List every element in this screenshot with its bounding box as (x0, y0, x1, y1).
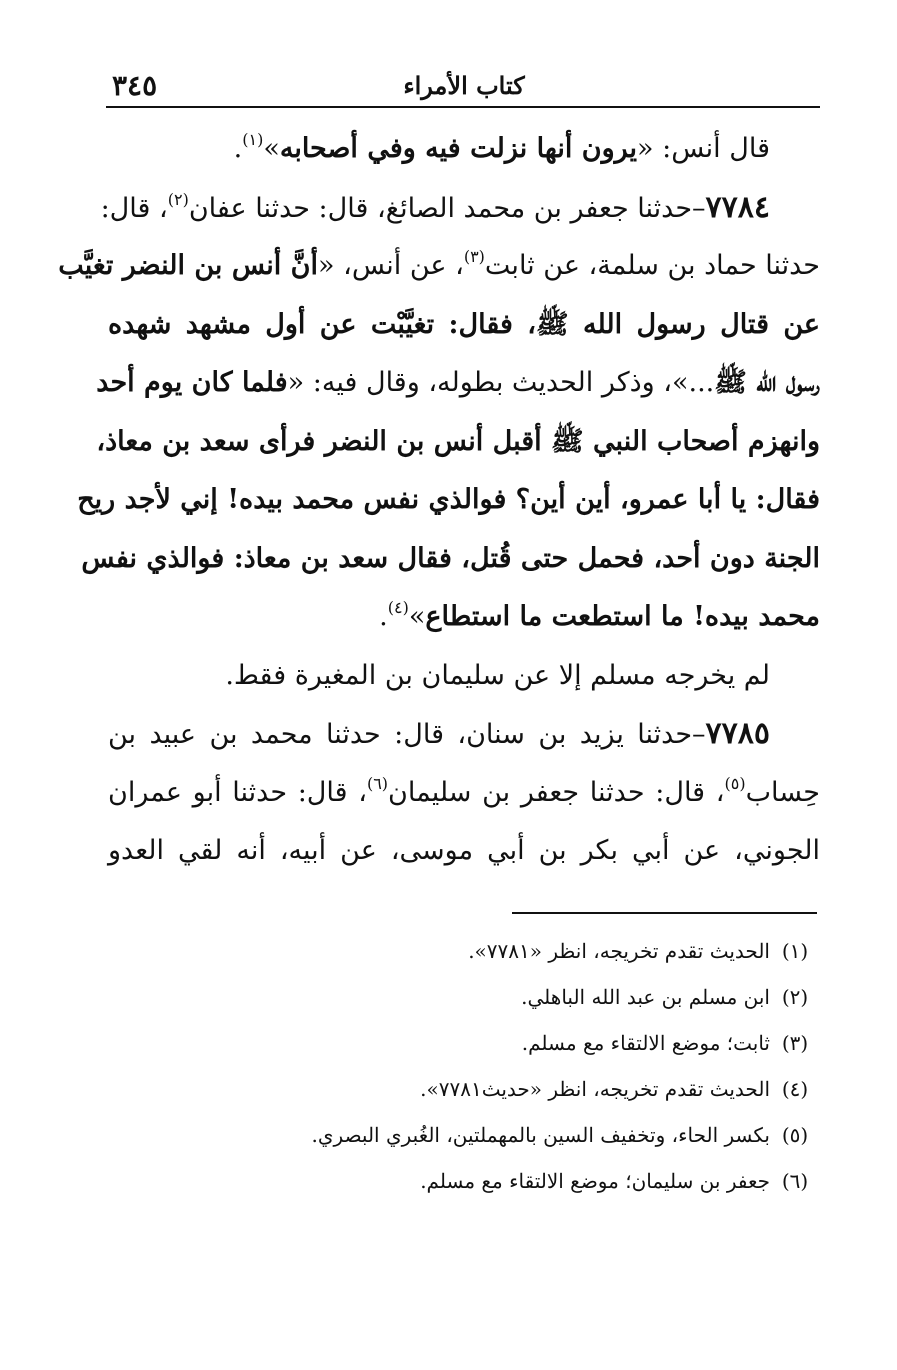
header-divider (106, 106, 820, 108)
text-line: حدثنا حماد بن سلمة، عن ثابت$^{(٣)}$، عن أنس، «أنَّ أنس بن النضر تغيَّب (58, 247, 820, 281)
text-line: رسول الله ﷺ...»، وذكر الحديث بطوله، وقال فيه: «فلما كان يوم أحد (96, 367, 820, 398)
text-line (96, 413, 820, 472)
text-line: ٧٧٨٥–حدثنا يزيد بن سنان، قال: حدثنا محمد بن عبيد بن (108, 716, 770, 751)
footnote-number: (٢) (781, 985, 809, 1009)
hadith-quote: وانهزم أصحاب النبي ﷺ أقبل أنس بن النضر فرأى سعد بن معاذ، (96, 425, 820, 457)
footnote-item (108, 1020, 820, 1066)
footnote-item (108, 1066, 820, 1112)
footnote-number: (٤) (781, 1077, 809, 1101)
hadith-quote: الجنة دون أحد، فحمل حتى قُتل، فقال سعد بن معاذ: فوالذي نفس (81, 542, 820, 574)
footnote-item (108, 1112, 820, 1158)
footnote-number: (٥) (781, 1123, 809, 1147)
text-line: حِساب$^{(٥)}$، قال: حدثنا جعفر بن سليمان$^{(٦)}$، قال: حدثنا أبو عمران (108, 773, 820, 808)
footnote-ref: (٦) (366, 773, 389, 793)
text-line: الجوني، عن أبي بكر بن أبي موسى، عن أبيه، أنه لقي العدو (108, 835, 820, 866)
text-line (81, 530, 820, 589)
footnote-item (108, 1158, 820, 1204)
footnote-text: الحديث تقدم تخريجه، انظر «حديث٧٧٨١». (420, 1077, 770, 1101)
hadith-quote: محمد بيده! ما استطعت ما استطاع (425, 601, 820, 632)
footnote-number: (٦) (781, 1169, 809, 1193)
text-line (77, 471, 820, 530)
running-title: كتاب الأمراء (403, 71, 525, 100)
footnote-text: ابن مسلم بن عبد الله الباهلي. (521, 985, 770, 1009)
hadith-quote: عن قتال رسول الله ﷺ، فقال: تغيَّبْت عن أول مشهد شهده (108, 308, 820, 340)
text-line: ٧٧٨٤–حدثنا جعفر بن محمد الصائغ، قال: حدثنا عفان$^{(٢)}$، قال: (100, 189, 770, 225)
footnote-number: (٣) (781, 1031, 809, 1055)
page-header (108, 66, 820, 106)
footnote-divider (512, 912, 817, 914)
hadith-quote: أنَّ أنس بن النضر تغيَّب (58, 250, 319, 281)
hadith-quote: فقال: يا أبا عمرو، أين أين؟ فوالذي نفس محمد بيده! إني لأجد ريح (77, 484, 820, 515)
footnote-ref: (٥) (724, 773, 746, 793)
footnote-text: جعفر بن سليمان؛ موضع الالتقاء مع مسلم. (420, 1169, 770, 1193)
footnote-item (108, 974, 820, 1020)
page-number: ٣٤٥ (112, 69, 158, 102)
footnote-ref: (٣) (463, 247, 485, 266)
text-line: قال أنس: «يرون أنها نزلت فيه وفي أصحابه»$^{(١)}$. (233, 130, 770, 164)
text-line (108, 296, 820, 355)
footnote-ref: (٤) (387, 598, 409, 617)
author-comment: لم يخرجه مسلم إلا عن سليمان بن المغيرة فقط. (225, 659, 770, 691)
footnote-text: بكسر الحاء، وتخفيف السين بالمهملتين، الغُبري البصري. (311, 1123, 770, 1147)
footnote-text: ثابت؛ موضع الالتقاء مع مسلم. (521, 1031, 770, 1055)
text-line (108, 647, 820, 706)
footnote-text: الحديث تقدم تخريجه، انظر «٧٧٨١». (468, 939, 770, 963)
hadith-quote: رسول الله ﷺ (714, 367, 820, 398)
footnotes (108, 928, 820, 1204)
text-line: محمد بيده! ما استطعت ما استطاع»$^{(٤)}$. (379, 598, 820, 632)
footnote-ref: (٢) (167, 189, 189, 209)
hadith-number: ٧٧٨٤ (705, 189, 770, 225)
main-text (58, 120, 820, 881)
footnote-item (108, 928, 820, 974)
hadith-quote: فلما كان يوم أحد (96, 367, 288, 398)
hadith-quote: يرون أنها نزلت فيه وفي أصحابه (279, 133, 638, 164)
footnote-ref: (١) (242, 130, 264, 149)
hadith-number: ٧٧٨٥ (705, 716, 770, 751)
footnote-number: (١) (781, 939, 809, 963)
